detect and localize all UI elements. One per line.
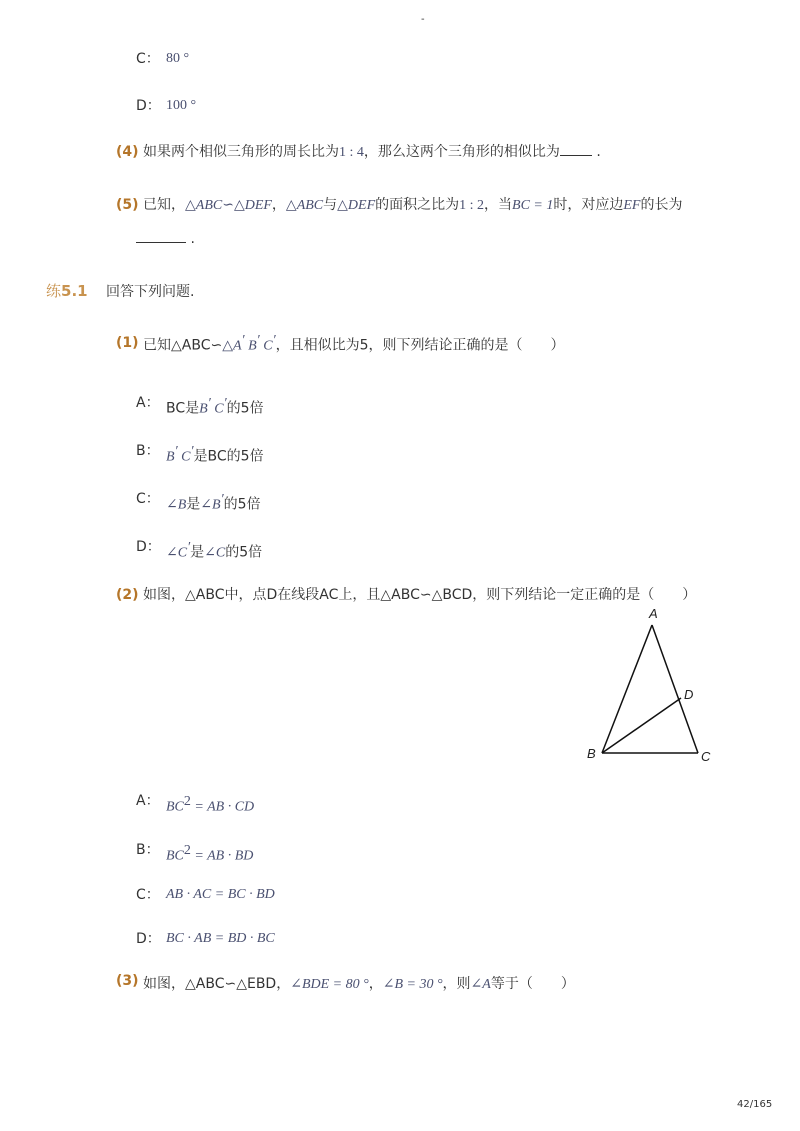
question-text: 时，对应边	[553, 197, 624, 213]
vertex-label-d: D	[684, 687, 694, 702]
math-expr: △ABC∽△DEF	[185, 198, 272, 213]
math-expr: BC	[166, 848, 184, 864]
math-expr: B	[244, 338, 257, 354]
option-text: 是	[186, 496, 201, 513]
option-text: 是	[190, 544, 205, 561]
question-5	[116, 194, 682, 214]
answer-blank[interactable]	[136, 230, 186, 243]
question-text: 如图，△ABC中，点D在线段AC上，且△ABC∽△BCD，则下列结论一定正确的是（ ）	[143, 587, 697, 603]
question-tail: .	[190, 231, 195, 247]
option-b[interactable]	[166, 843, 253, 865]
option-letter: D：	[136, 539, 161, 555]
exercise-number: 5.1	[61, 282, 88, 300]
question-text: ，则	[442, 976, 471, 992]
answer-blank[interactable]	[560, 143, 592, 156]
option-text: BC是	[166, 400, 200, 417]
problem-1	[116, 333, 565, 355]
option-a[interactable]	[166, 794, 254, 816]
option-letter: B：	[136, 842, 160, 858]
option-c[interactable]: AB · AC = BC · BD	[166, 887, 275, 902]
math-expr: △A	[222, 338, 242, 354]
question-text: ，	[271, 197, 286, 213]
vertex-label-b: B	[587, 746, 596, 761]
question-number: (1)	[116, 334, 139, 351]
option-c[interactable]	[166, 492, 261, 514]
prime-mark: ′	[187, 540, 191, 555]
option-letter: A：	[136, 395, 160, 411]
question-4	[116, 141, 601, 161]
question-tail: .	[596, 144, 601, 160]
edge-ab	[602, 625, 652, 753]
option-value: 80 °	[166, 51, 190, 66]
question-text: 如果两个相似三角形的周长比为	[143, 144, 339, 160]
option-letter: D：	[136, 931, 161, 947]
vertex-label-a: A	[649, 606, 658, 621]
math-expr: = AB · BD	[190, 848, 254, 864]
option-d[interactable]: BC · AB = BD · BC	[166, 931, 275, 946]
math-expr: ∠BDE = 80 °	[290, 977, 369, 992]
option-letter: C：	[136, 51, 160, 67]
math-expr: BC = 1	[512, 198, 554, 213]
option-text: 是BC的5倍	[193, 448, 264, 465]
exponent: 2	[183, 843, 191, 858]
question-number: (4)	[116, 144, 139, 160]
question-text: ，那么这两个三角形的相似比为	[363, 144, 560, 160]
option-letter: B：	[136, 443, 160, 459]
option-b[interactable]	[166, 444, 264, 466]
prime-mark: ′	[174, 444, 178, 459]
math-expr: EF	[623, 198, 641, 213]
math-expr: BC	[166, 799, 184, 815]
math-expr: B	[199, 401, 208, 417]
page-number: 42/165	[737, 1099, 773, 1110]
prime-mark: ′	[220, 492, 224, 507]
problem-3	[116, 973, 575, 993]
vertex-label-c: C	[701, 749, 711, 764]
option-letter: D：	[136, 98, 161, 114]
math-expr: ∠B	[166, 497, 187, 513]
edge-bd	[602, 698, 681, 753]
math-expr: △DEF	[337, 198, 376, 213]
math-expr: ∠C	[204, 545, 226, 561]
math-expr: ∠B	[200, 497, 221, 513]
question-text: 已知，	[143, 197, 185, 213]
prime-mark: ′	[223, 396, 227, 411]
option-value: 100 °	[166, 98, 197, 113]
math-ratio: 1 : 2	[459, 198, 485, 213]
option-text: 的5倍	[223, 496, 261, 513]
math-expr: ∠A	[470, 977, 491, 992]
option-d[interactable]	[166, 540, 262, 562]
prime-mark: ′	[207, 396, 211, 411]
question-text: ，且相似比为5，则下列结论正确的是（ ）	[275, 337, 565, 354]
math-expr: C	[259, 338, 273, 354]
prime-mark: ′	[190, 444, 194, 459]
prime-mark: ′	[272, 333, 276, 348]
option-letter: C：	[136, 491, 160, 507]
prime-mark: ′	[256, 333, 260, 348]
question-text: 的面积之比为	[375, 197, 460, 213]
question-text: ，	[368, 976, 383, 992]
question-number: (3)	[116, 973, 139, 989]
math-expr: △ABC	[285, 198, 324, 213]
exercise-label	[46, 280, 88, 301]
math-ratio: 1 : 4	[339, 145, 364, 160]
exercise-title: 回答下列问题.	[106, 284, 195, 300]
question-number: (2)	[116, 587, 139, 603]
option-a[interactable]	[166, 396, 264, 418]
math-expr: ∠B = 30 °	[382, 977, 443, 992]
question-text: 等于（ ）	[490, 976, 575, 992]
question-text: 的长为	[640, 197, 683, 213]
math-expr: B	[166, 449, 175, 465]
exponent: 2	[183, 794, 191, 809]
option-letter: A：	[136, 793, 160, 809]
option-letter: C：	[136, 887, 160, 903]
question-text: 与	[323, 197, 338, 213]
prime-mark: ′	[241, 333, 245, 348]
triangle-figure	[580, 600, 720, 770]
question-number: (5)	[116, 197, 139, 213]
header-mark: -	[421, 14, 425, 25]
question-text: 已知△ABC∽	[143, 337, 223, 354]
question-text: ，当	[484, 197, 513, 213]
question-text: 如图，△ABC∽△EBD，	[143, 976, 291, 992]
question-5-answer-line	[136, 230, 195, 247]
math-expr: ∠C	[166, 545, 188, 561]
option-text: 的5倍	[225, 544, 263, 561]
math-expr: C	[210, 401, 224, 417]
option-text: 的5倍	[226, 400, 264, 417]
exercise-prefix: 练	[46, 282, 62, 300]
math-expr: C	[177, 449, 191, 465]
math-expr: = AB · CD	[190, 799, 255, 815]
